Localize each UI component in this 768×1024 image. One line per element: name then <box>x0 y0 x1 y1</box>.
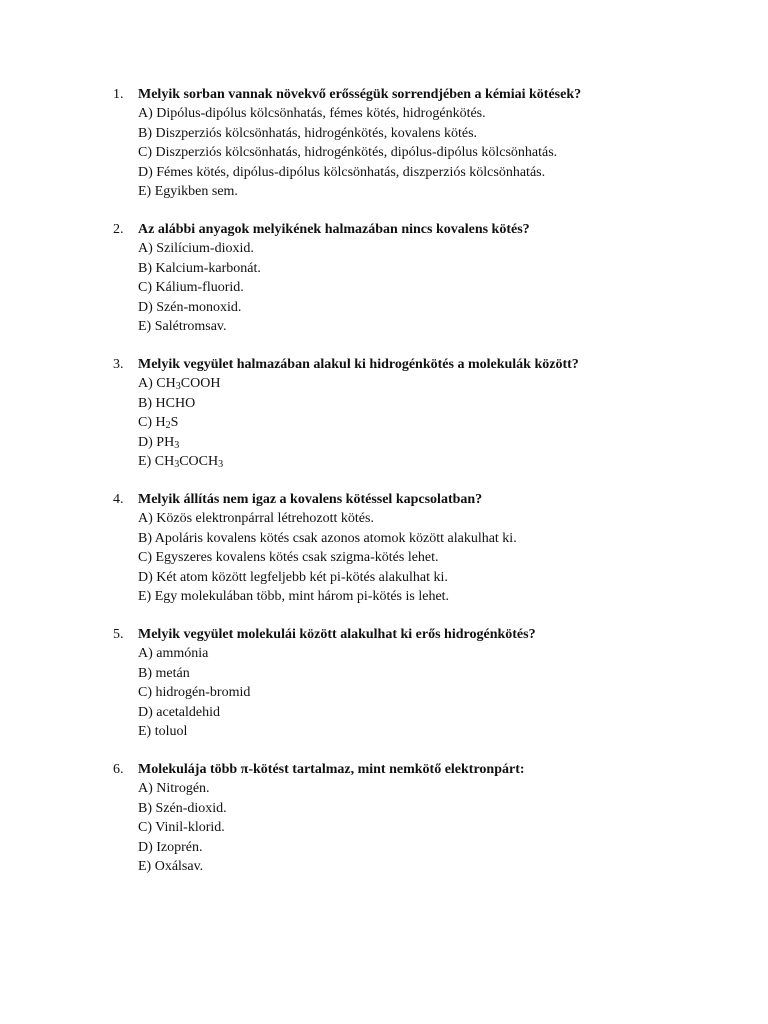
option-e: E) Egyikben sem. <box>138 183 238 199</box>
option-e: E) $CH_3COCH_3$ <box>138 453 224 470</box>
question-number: 4. <box>113 492 124 507</box>
question-6 <box>113 760 733 876</box>
option-c: C) Diszperziós kölcsönhatás, hidrogénkötés, dipólus-dipólus kölcsönhatás. <box>138 145 558 161</box>
question-5 <box>113 625 733 741</box>
question-text: Az alábbi anyagok melyikének halmazában nincs kovalens kötés? <box>138 222 530 237</box>
option-b: B) Diszperziós kölcsönhatás, hidrogénkötés, kovalens kötés. <box>138 125 478 141</box>
option-a: A) Dipólus-dipólus kölcsönhatás, fémes kötés, hidrogénkötés. <box>138 106 486 122</box>
option-e: E) Egy molekulában több, mint három pi-kötés is lehet. <box>138 588 450 604</box>
option-list <box>113 104 733 201</box>
option-c: C) Kálium-fluorid. <box>138 280 244 296</box>
option-a: A) Szilícium-dioxid. <box>138 241 254 257</box>
option-a: A) Közös elektronpárral létrehozott kötés. <box>138 511 374 527</box>
option-list <box>113 374 733 471</box>
option-d: D) Két atom között legfeljebb két pi-kötés alakulhat ki. <box>138 569 448 585</box>
option-b: B) Kalcium-karbonát. <box>138 260 261 276</box>
option-b: B) metán <box>138 665 190 681</box>
option-d: D) $PH_3$ <box>138 434 180 451</box>
option-list <box>113 239 733 336</box>
option-a: A) $CH_3COOH$ <box>138 376 221 393</box>
option-c: C) $H_2S$ <box>138 415 179 432</box>
option-b: B) Apoláris kovalens kötés csak azonos atomok között alakulhat ki. <box>138 530 517 546</box>
option-b: B) HCHO <box>138 395 196 411</box>
question-text: Melyik vegyület halmazában alakul ki hidrogénkötés a molekulák között? <box>138 357 579 372</box>
question-text: Melyik állítás nem igaz a kovalens kötéssel kapcsolatban? <box>138 492 483 507</box>
option-d: D) acetaldehid <box>138 704 221 720</box>
question-1 <box>113 85 733 201</box>
option-b: B) Szén-dioxid. <box>138 800 227 816</box>
option-d: D) Fémes kötés, dipólus-dipólus kölcsönhatás, diszperziós kölcsönhatás. <box>138 164 546 180</box>
option-list <box>113 509 733 606</box>
question-3 <box>113 355 733 471</box>
question-number: 5. <box>113 627 124 642</box>
option-c: C) Egyszeres kovalens kötés csak szigma-kötés lehet. <box>138 550 439 566</box>
option-list <box>113 644 733 741</box>
option-e: E) toluol <box>138 723 188 739</box>
question-number: 2. <box>113 222 124 237</box>
question-2 <box>113 220 733 336</box>
option-a: A) ammónia <box>138 646 209 662</box>
question-text: Molekulája több π-kötést tartalmaz, mint nemkötő elektronpárt: <box>138 762 525 777</box>
option-a: A) Nitrogén. <box>138 781 210 797</box>
question-number: 3. <box>113 357 124 372</box>
question-number: 6. <box>113 762 124 777</box>
question-text: Melyik vegyület molekulái között alakulhat ki erős hidrogénkötés? <box>138 627 536 642</box>
question-4 <box>113 490 733 606</box>
option-c: C) hidrogén-bromid <box>138 685 251 701</box>
option-e: E) Oxálsav. <box>138 858 204 874</box>
question-number: 1. <box>113 87 124 102</box>
question-text: Melyik sorban vannak növekvő erősségük sorrendjében a kémiai kötések? <box>138 87 582 102</box>
option-e: E) Salétromsav. <box>138 318 227 334</box>
option-list <box>113 779 733 876</box>
option-d: D) Szén-monoxid. <box>138 299 242 315</box>
option-c: C) Vinil-klorid. <box>138 820 225 836</box>
option-d: D) Izoprén. <box>138 839 203 855</box>
